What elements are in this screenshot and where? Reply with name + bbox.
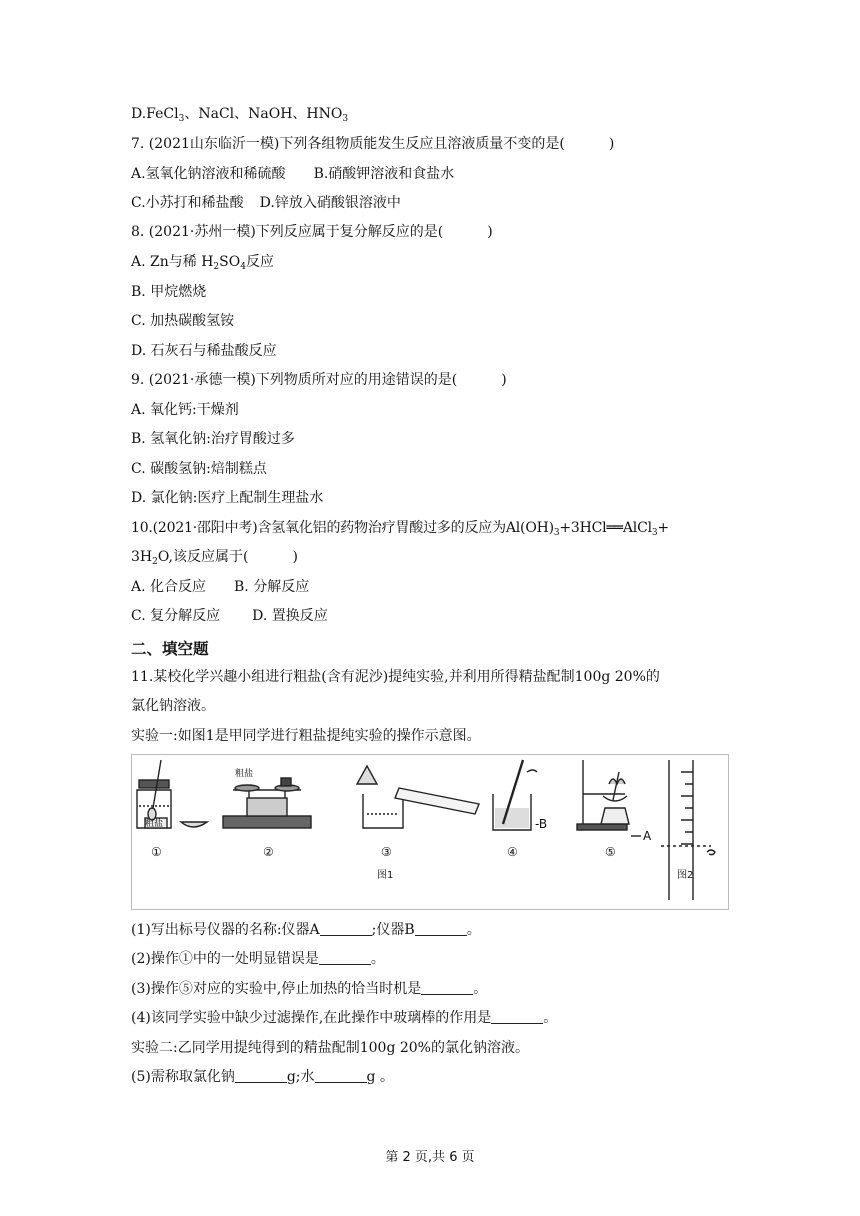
q8-close-paren: ) — [487, 224, 493, 240]
section-heading: 二、填空题 — [131, 640, 209, 658]
step-3-label: ③ — [381, 845, 392, 859]
q11-part-1-text-3: 。 — [466, 922, 481, 938]
subscript: 2 — [152, 557, 158, 567]
q8-option-d — [131, 342, 277, 360]
q11-stem-text-2: 氯化钠溶液。 — [131, 698, 215, 714]
q8-option-a — [131, 253, 274, 276]
q7-options-ab — [131, 165, 454, 183]
q6-option-d-text: D.FeCl — [131, 106, 179, 122]
q11-part-5-text-2: g;水 — [286, 1069, 315, 1085]
q7-options-cd — [131, 194, 401, 212]
q11-part-5 — [131, 1068, 394, 1086]
q10-close-paren: ) — [292, 549, 298, 565]
q9-option-b — [131, 430, 295, 448]
q10-options-ab — [131, 578, 309, 596]
experiment-figure — [131, 754, 729, 910]
q7-close-paren: ) — [608, 136, 615, 152]
q8-option-a-text-3: 反应 — [245, 254, 274, 270]
q11-part-5-text: (5)需称取氯化钠 — [131, 1069, 235, 1085]
q9-option-c — [131, 460, 267, 478]
step-1-label: ① — [151, 845, 162, 859]
q10-stem-line-2 — [131, 548, 298, 571]
figure-border — [132, 755, 729, 910]
q9-option-d-text: D. 氯化钠:医疗上配制生理盐水 — [131, 490, 324, 506]
answer-blank[interactable] — [315, 1068, 367, 1083]
q11-part-2 — [131, 950, 385, 968]
figure-1-label: 图1 — [377, 870, 394, 881]
q11-part-3-text-2: 。 — [473, 981, 488, 997]
answer-blank[interactable] — [319, 950, 371, 965]
subscript: 3 — [651, 528, 658, 538]
q11-part-1-text: (1)写出标号仪器的名称:仪器A — [131, 922, 320, 938]
q8-option-b — [131, 283, 206, 301]
q9-option-a-text: A. 氧化钙:干燥剂 — [131, 402, 239, 418]
q11-part-2-text: (2)操作①中的一处明显错误是 — [131, 951, 319, 967]
q8-option-c — [131, 312, 234, 330]
q8-stem-text: 8. (2021·苏州一模)下列反应属于复分解反应的是( — [131, 224, 444, 240]
subscript: 3 — [178, 114, 185, 124]
q11-part-4-text: (4)该同学实验中缺少过滤操作,在此操作中玻璃棒的作用是 — [131, 1010, 492, 1026]
q10-option-c: C. 复分解反应 — [131, 608, 221, 624]
q10-stem-text-3: + — [657, 520, 669, 536]
step-2-label: ② — [263, 845, 274, 859]
q9-option-c-text: C. 碳酸氢钠:焙制糕点 — [131, 461, 267, 477]
page-footer: 第 2 页,共 6 页 — [385, 1150, 475, 1165]
subscript: 2 — [213, 262, 220, 272]
salt-jar-label: 粗盐 — [145, 819, 164, 829]
q9-stem-text: 9. (2021·承德一模)下列物质所对应的用途错误的是( — [131, 372, 458, 388]
step-4-label: ④ — [507, 845, 518, 859]
answer-blank[interactable] — [415, 921, 467, 936]
q10-option-d: D. 置换反应 — [252, 608, 328, 624]
q11-part-4 — [131, 1009, 557, 1027]
q11-part-1 — [131, 921, 481, 939]
answer-blank[interactable] — [235, 1068, 287, 1083]
q11-part-1-text-2: ;仪器B — [371, 922, 415, 938]
q7-stem — [131, 135, 614, 153]
subscript: 3 — [342, 114, 349, 124]
q8-option-d-text: D. 石灰石与稀盐酸反应 — [131, 343, 277, 359]
q8-stem — [131, 223, 493, 241]
q7-option-a: A.氢氧化钠溶液和稀硫酸 — [131, 166, 286, 182]
q10-stem-line2-text: 3H — [131, 549, 153, 565]
subscript: 4 — [240, 262, 246, 272]
q7-option-c: C.小苏打和稀盐酸 — [131, 195, 244, 211]
q10-option-b: B. 分解反应 — [234, 579, 310, 595]
q11-part-4-text-2: 。 — [543, 1010, 558, 1026]
q10-options-cd — [131, 607, 328, 625]
balance-label: 粗盐 — [235, 769, 254, 779]
q7-stem-text: 7. (2021山东临沂一模)下列各组物质能发生反应且溶液质量不变的是( — [131, 136, 565, 152]
q11-stem-line-2 — [131, 697, 215, 715]
step-5-label: ⑤ — [605, 845, 616, 859]
q6-option-d — [131, 105, 348, 128]
figure-2-label: 图2 — [677, 870, 694, 881]
q9-stem — [131, 371, 507, 389]
q10-stem-text-2: +3HCl══AlCl — [559, 520, 652, 536]
label-b: -B — [535, 817, 548, 831]
q11-stem-text: 11.某校化学兴趣小组进行粗盐(含有泥沙)提纯实验,并利用所得精盐配制100g 20%的 — [131, 669, 660, 685]
q9-option-d — [131, 489, 323, 507]
subscript: 3 — [553, 528, 560, 538]
q11-part-5-text-3: g 。 — [366, 1069, 394, 1085]
q9-close-paren: ) — [501, 372, 507, 388]
q11-experiment-1-text: 实验一:如图1是甲同学进行粗盐提纯实验的操作示意图。 — [131, 728, 481, 744]
q10-stem-line-1 — [131, 519, 669, 542]
q11-stem-line-1 — [131, 668, 660, 686]
q8-option-a-text: A. Zn与稀 H — [131, 254, 214, 270]
q10-stem-text: 10.(2021·邵阳中考)含氢氧化铝的药物治疗胃酸过多的反应为Al(OH) — [131, 520, 554, 536]
answer-blank[interactable] — [491, 1009, 543, 1024]
q11-part-3-text: (3)操作⑤对应的实验中,停止加热的恰当时机是 — [131, 981, 422, 997]
q6-option-d-text-2: 、NaCl、NaOH、HNO — [184, 106, 343, 122]
q7-option-b: B.硝酸钾溶液和食盐水 — [313, 166, 455, 182]
q7-option-d: D.锌放入硝酸银溶液中 — [259, 195, 401, 211]
q11-part-2-text-2: 。 — [370, 951, 385, 967]
label-a: A — [643, 829, 652, 843]
q9-option-a — [131, 401, 239, 419]
q11-experiment-2 — [131, 1039, 529, 1057]
q10-stem-line2-text-2: O,该反应属于( — [157, 549, 249, 565]
q9-option-b-text: B. 氢氧化钠:治疗胃酸过多 — [131, 431, 295, 447]
q11-part-3 — [131, 980, 487, 998]
q8-option-c-text: C. 加热碳酸氢铵 — [131, 313, 235, 329]
q10-option-a: A. 化合反应 — [131, 579, 207, 595]
q11-experiment-2-text: 实验二:乙同学用提纯得到的精盐配制100g 20%的氯化钠溶液。 — [131, 1040, 529, 1056]
answer-blank[interactable] — [421, 980, 473, 995]
q8-option-a-text-2: SO — [219, 254, 241, 270]
q8-option-b-text: B. 甲烷燃烧 — [131, 284, 207, 300]
q11-experiment-1 — [131, 727, 481, 745]
answer-blank[interactable] — [320, 921, 372, 936]
